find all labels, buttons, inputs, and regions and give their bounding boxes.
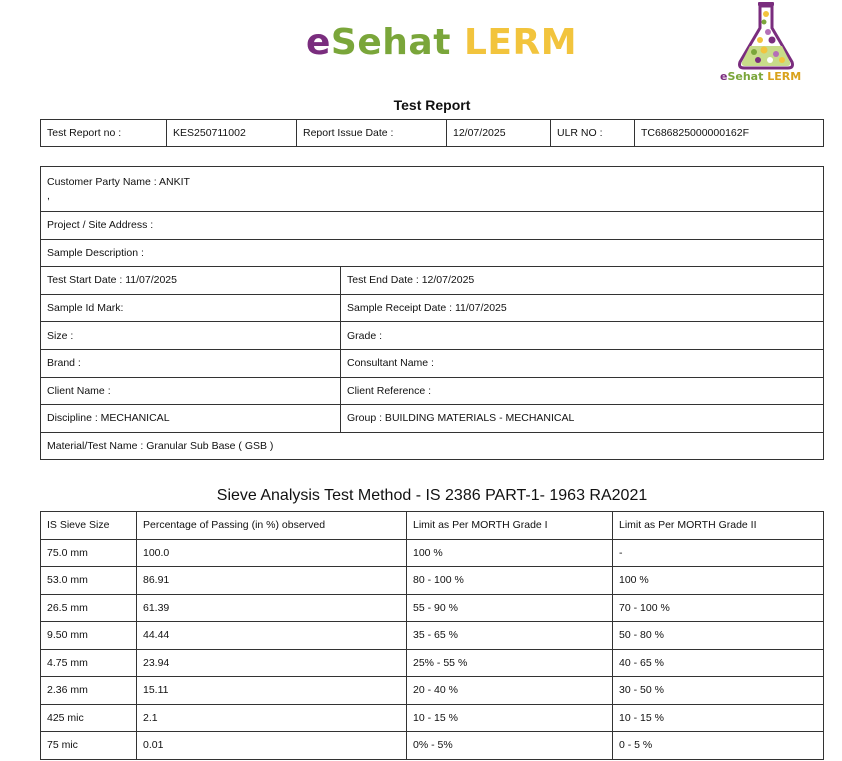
limit-grade-1: 100 %	[407, 539, 613, 567]
report-no-value: KES250711002	[167, 120, 297, 147]
sieve-size: 75 mic	[41, 732, 137, 760]
brand: Brand :	[41, 349, 341, 377]
consultant-name: Consultant Name :	[341, 349, 824, 377]
limit-grade-2: 50 - 80 %	[613, 622, 824, 650]
sieve-size: 26.5 mm	[41, 594, 137, 622]
flask-logo-caption: eSehat LERM	[720, 70, 802, 83]
sieve-size: 9.50 mm	[41, 622, 137, 650]
logo-e: e	[306, 22, 331, 63]
logo-sehat: Sehat	[330, 22, 451, 63]
column-header: Limit as Per MORTH Grade II	[613, 512, 824, 540]
passing-percent: 15.11	[137, 677, 407, 705]
table-row	[41, 539, 824, 567]
limit-grade-2: 30 - 50 %	[613, 677, 824, 705]
discipline: Discipline : MECHANICAL	[41, 405, 341, 433]
report-header-table	[40, 119, 824, 147]
table-row	[41, 677, 824, 705]
client-reference: Client Reference :	[341, 377, 824, 405]
table-row	[41, 732, 824, 760]
ulr-value: TC686825000000162F	[635, 120, 824, 147]
sieve-size: 4.75 mm	[41, 649, 137, 677]
limit-grade-1: 10 - 15 %	[407, 704, 613, 732]
sieve-size: 425 mic	[41, 704, 137, 732]
column-header: IS Sieve Size	[41, 512, 137, 540]
sieve-size: 75.0 mm	[41, 539, 137, 567]
table-header-row	[41, 512, 824, 540]
passing-percent: 2.1	[137, 704, 407, 732]
limit-grade-1: 80 - 100 %	[407, 567, 613, 595]
customer-extra: ,	[47, 190, 50, 202]
logo-lerm: LERM	[463, 22, 578, 63]
table-row	[41, 594, 824, 622]
sample-id-mark: Sample Id Mark:	[41, 294, 341, 322]
passing-percent: 61.39	[137, 594, 407, 622]
limit-grade-1: 25% - 55 %	[407, 649, 613, 677]
issue-date-value: 12/07/2025	[447, 120, 551, 147]
table-row	[41, 704, 824, 732]
page-title: Test Report	[393, 97, 471, 113]
table-row	[41, 567, 824, 595]
limit-grade-2: 10 - 15 %	[613, 704, 824, 732]
limit-grade-1: 55 - 90 %	[407, 594, 613, 622]
limit-grade-1: 0% - 5%	[407, 732, 613, 760]
customer-info-table	[40, 166, 824, 460]
passing-percent: 0.01	[137, 732, 407, 760]
grade: Grade :	[341, 322, 824, 350]
project-address: Project / Site Address :	[41, 212, 824, 240]
client-name: Client Name :	[41, 377, 341, 405]
limit-grade-2: 70 - 100 %	[613, 594, 824, 622]
sieve-size: 2.36 mm	[41, 677, 137, 705]
flask-logo	[716, 2, 816, 86]
passing-percent: 100.0	[137, 539, 407, 567]
test-end-date: Test End Date : 12/07/2025	[341, 267, 824, 295]
limit-grade-2: 0 - 5 %	[613, 732, 824, 760]
customer-name: Customer Party Name : ANKIT	[47, 176, 190, 188]
ulr-label: ULR NO :	[551, 120, 635, 147]
report-no-label: Test Report no :	[41, 120, 167, 147]
limit-grade-2: 100 %	[613, 567, 824, 595]
passing-percent: 23.94	[137, 649, 407, 677]
flask-icon	[734, 2, 798, 70]
passing-percent: 44.44	[137, 622, 407, 650]
column-header: Limit as Per MORTH Grade I	[407, 512, 613, 540]
customer-cell	[41, 167, 824, 212]
limit-grade-2: 40 - 65 %	[613, 649, 824, 677]
limit-grade-1: 20 - 40 %	[407, 677, 613, 705]
material-test-name: Material/Test Name : Granular Sub Base ( GSB )	[41, 432, 824, 460]
test-start-date: Test Start Date : 11/07/2025	[41, 267, 341, 295]
sample-description: Sample Description :	[41, 239, 824, 267]
limit-grade-1: 35 - 65 %	[407, 622, 613, 650]
sieve-analysis-title: Sieve Analysis Test Method - IS 2386 PART-1- 1963 RA2021	[216, 487, 648, 504]
table-row	[41, 622, 824, 650]
sample-receipt-date: Sample Receipt Date : 11/07/2025	[341, 294, 824, 322]
table-row	[41, 649, 824, 677]
sieve-analysis-table	[40, 511, 824, 760]
issue-date-label: Report Issue Date :	[297, 120, 447, 147]
sieve-size: 53.0 mm	[41, 567, 137, 595]
size: Size :	[41, 322, 341, 350]
group: Group : BUILDING MATERIALS - MECHANICAL	[341, 405, 824, 433]
brand-logo-text	[306, 22, 577, 63]
column-header: Percentage of Passing (in %) observed	[137, 512, 407, 540]
passing-percent: 86.91	[137, 567, 407, 595]
limit-grade-2: -	[613, 539, 824, 567]
